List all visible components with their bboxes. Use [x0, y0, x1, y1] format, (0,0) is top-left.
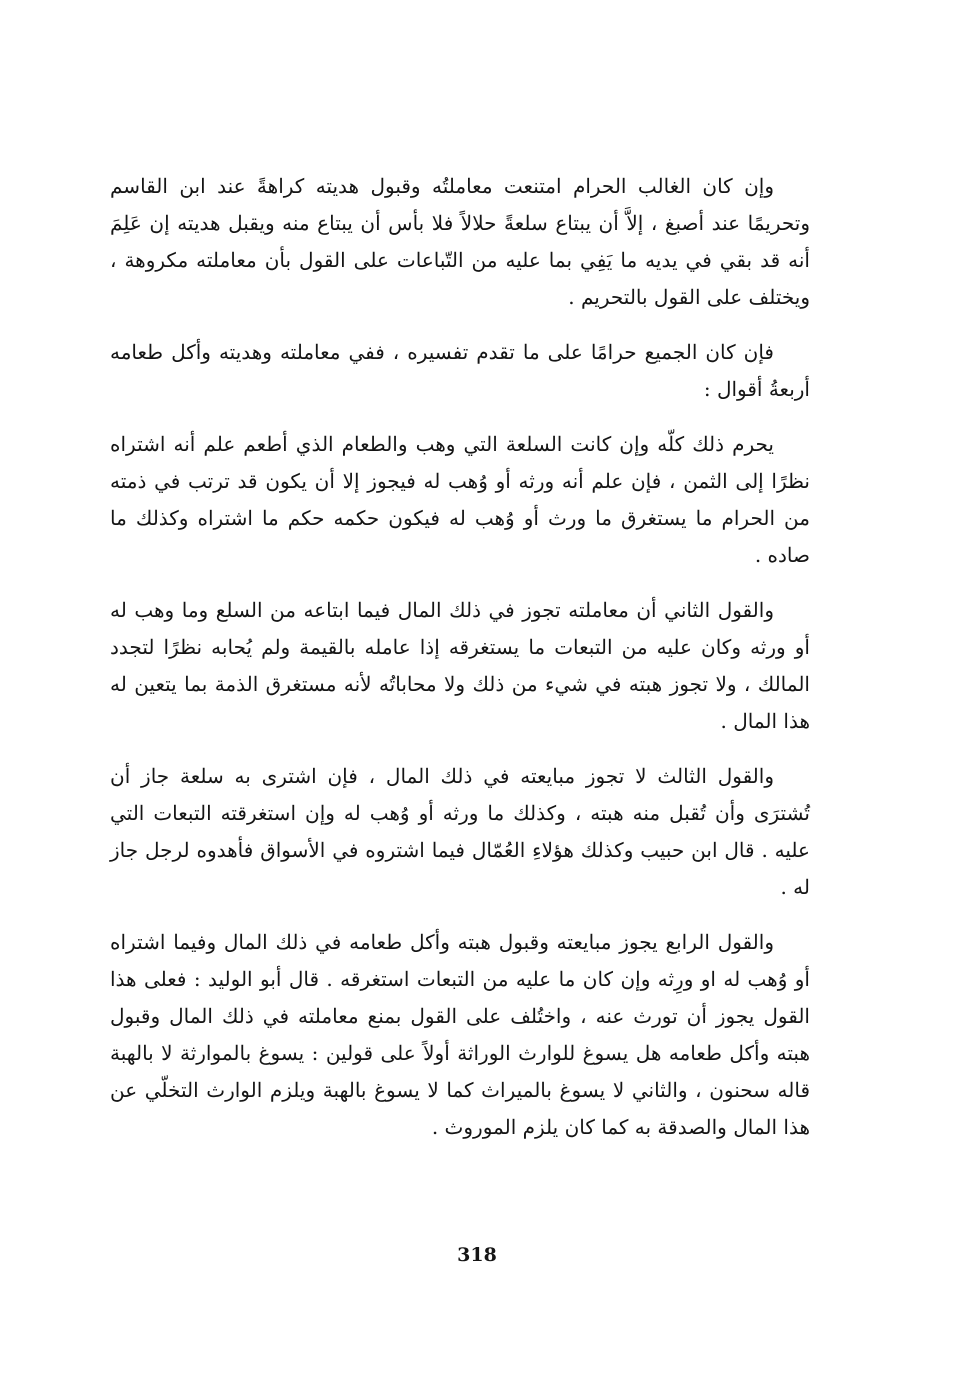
paragraph-1: وإن كان الغالب الحرام امتنعت معاملتُه وقبول هديته كراهةً عند ابن القاسم وتحريمًا عند أصبغ ، إلاَّ أن يبتاع سلعةً حلالاً فلا بأس أن يبتاع منه ويقبل هديته إن عَلِمَ أنه قد بقي في يديه ما يَفِي بما عليه من التّباعات على القول بأن معاملته مكروهة ، ويختلف على القول بالتحريم . [110, 174, 810, 309]
paragraph-3: يحرم ذلك كلّه وإن كانت السلعة التي وهب والطعام الذي أطعم علم أنه اشتراه نظرًا إلى الثمن ، فإن علم أنه ورثه أو وُهب له فيجوز إلا أن يكون قد ترتب في ذمته من الحرام ما يستغرق ما ورث أو وُهب له فيكون حكمه حكم ما اشتراه وكذلك ما صاده . [110, 432, 810, 567]
paragraph-2: فإن كان الجميع حرامًا على ما تقدم تفسيره ، ففي معاملته وهديته وأكل طعامه أربعةُ أقوال : [110, 340, 810, 401]
body-text [110, 168, 810, 1164]
paragraph-4: والقول الثاني أن معاملته تجوز في ذلك المال فيما ابتاعه من السلع وما وهب له أو ورثه وكان عليه من التبعات ما يستغرقه إذا عامله بالقيمة ولم يُحابه نظرًا لتجدد المالك ، ولا تجوز هبته في شيء من ذلك ولا محاباتُه لأنه مستغرق الذمة بما يتعين له هذا المال . [110, 598, 810, 733]
paragraph-6: والقول الرابع يجوز مبايعته وقبول هبته وأكل طعامه في ذلك المال وفيما اشتراه أو وُهب له او ورِثه وإن كان ما عليه من التبعات استغرقه . قال أبو الوليد : فعلى هذا القول يجوز أن تورث عنه ، واختُلف على القول بمنع معاملته في ذلك المال وقبول هبته وأكل طعامه هل يسوغ للوارث الوراثة أولاً على قولين : يسوغ بالموارثة لا بالهبة قاله سحنون ، والثاني لا يسوغ بالميراث كما لا يسوغ بالهبة ويلزم الوارث التخلّي عن هذا المال والصدقة به كما كان يلزم الموروث . [110, 930, 810, 1139]
paragraph-5: والقول الثالث لا تجوز مبايعته في ذلك المال ، فإن اشترى به سلعة جاز أن تُشترَى وأن تُقبل منه هبته ، وكذلك ما ورثه أو وُهب له وإن استغرقته التبعات التي عليه . قال ابن حبيب وكذلك هؤلاءِ العُمّال فيما اشتروه في الأسواق فأهدوه لرجل جاز له . [110, 764, 810, 899]
page-number: 318 [457, 1244, 497, 1266]
